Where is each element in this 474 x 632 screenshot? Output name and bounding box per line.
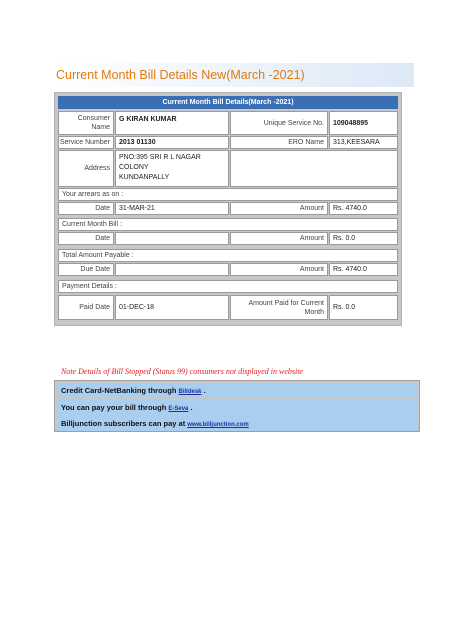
ero-label: ERO Name [230,136,328,149]
payment-row-billdesk: Credit Card-NetBanking through Billdesk . [57,383,417,398]
arrears-amount-value: Rs. 4740.0 [329,202,398,215]
total-amount-label: Amount [230,263,328,276]
service-number-value: 2013 01130 [115,136,229,149]
ero-value: 313,KEESARA [329,136,398,149]
eseva-link[interactable]: E-Seva [168,406,189,412]
paid-date-value: 01-DEC-18 [115,295,229,320]
address-blank-cell [230,150,398,187]
current-date-label: Date [58,232,114,245]
consumer-name-value: G KIRAN KUMAR [115,111,229,135]
arrears-date-label: Date [58,202,114,215]
address-line: PNO:395 SRI R L NAGAR [119,154,201,161]
billjunction-link[interactable]: www.billjunction.com [187,422,249,428]
due-date-label: Due Date [58,263,114,276]
page-heading: Current Month Bill Details New(March -2021) [52,63,414,87]
paid-date-label: Paid Date [58,295,114,320]
billdesk-link[interactable]: Billdesk [178,389,202,395]
current-date-value [115,232,229,245]
payment-row-eseva: You can pay your bill through E-Seva . [57,400,417,415]
arrears-date-value: 31-MAR-21 [115,202,229,215]
arrears-amount-label: Amount [230,202,328,215]
usn-value: 109048895 [329,111,398,135]
current-amount-label: Amount [230,232,328,245]
address-line: KUNDANPALLY [119,174,170,181]
address-value [115,150,229,187]
total-amount-value: Rs. 4740.0 [329,263,398,276]
service-number-label: Service Number [58,136,114,149]
arrears-section-label: Your arrears as on : [58,188,398,201]
address-label: Address [58,150,114,187]
address-line: COLONY [119,164,149,171]
current-amount-value: Rs. 0.0 [329,232,398,245]
payment-options-table [54,380,420,432]
paid-amount-label: Amount Paid for Current Month [230,295,328,320]
payment-row-billjunction: Billjunction subscribers can pay at www.billjunction.com [57,416,417,431]
paid-amount-value: Rs. 0.0 [329,295,398,320]
bill-stopped-note: Note Details of Bill Stopped (Status 99) consumers not displayed in website [61,367,303,376]
total-payable-section-label: Total Amount Payable : [58,249,398,262]
payment-details-section-label: Payment Details : [58,280,398,293]
usn-label: Unique Service No. [230,111,328,135]
due-date-value [115,263,229,276]
bill-details-table [54,92,402,326]
bill-table-title: Current Month Bill Details(March -2021) [58,96,398,109]
current-bill-section-label: Current Month Bill : [58,218,398,231]
consumer-name-label: Consumer Name [58,111,114,135]
